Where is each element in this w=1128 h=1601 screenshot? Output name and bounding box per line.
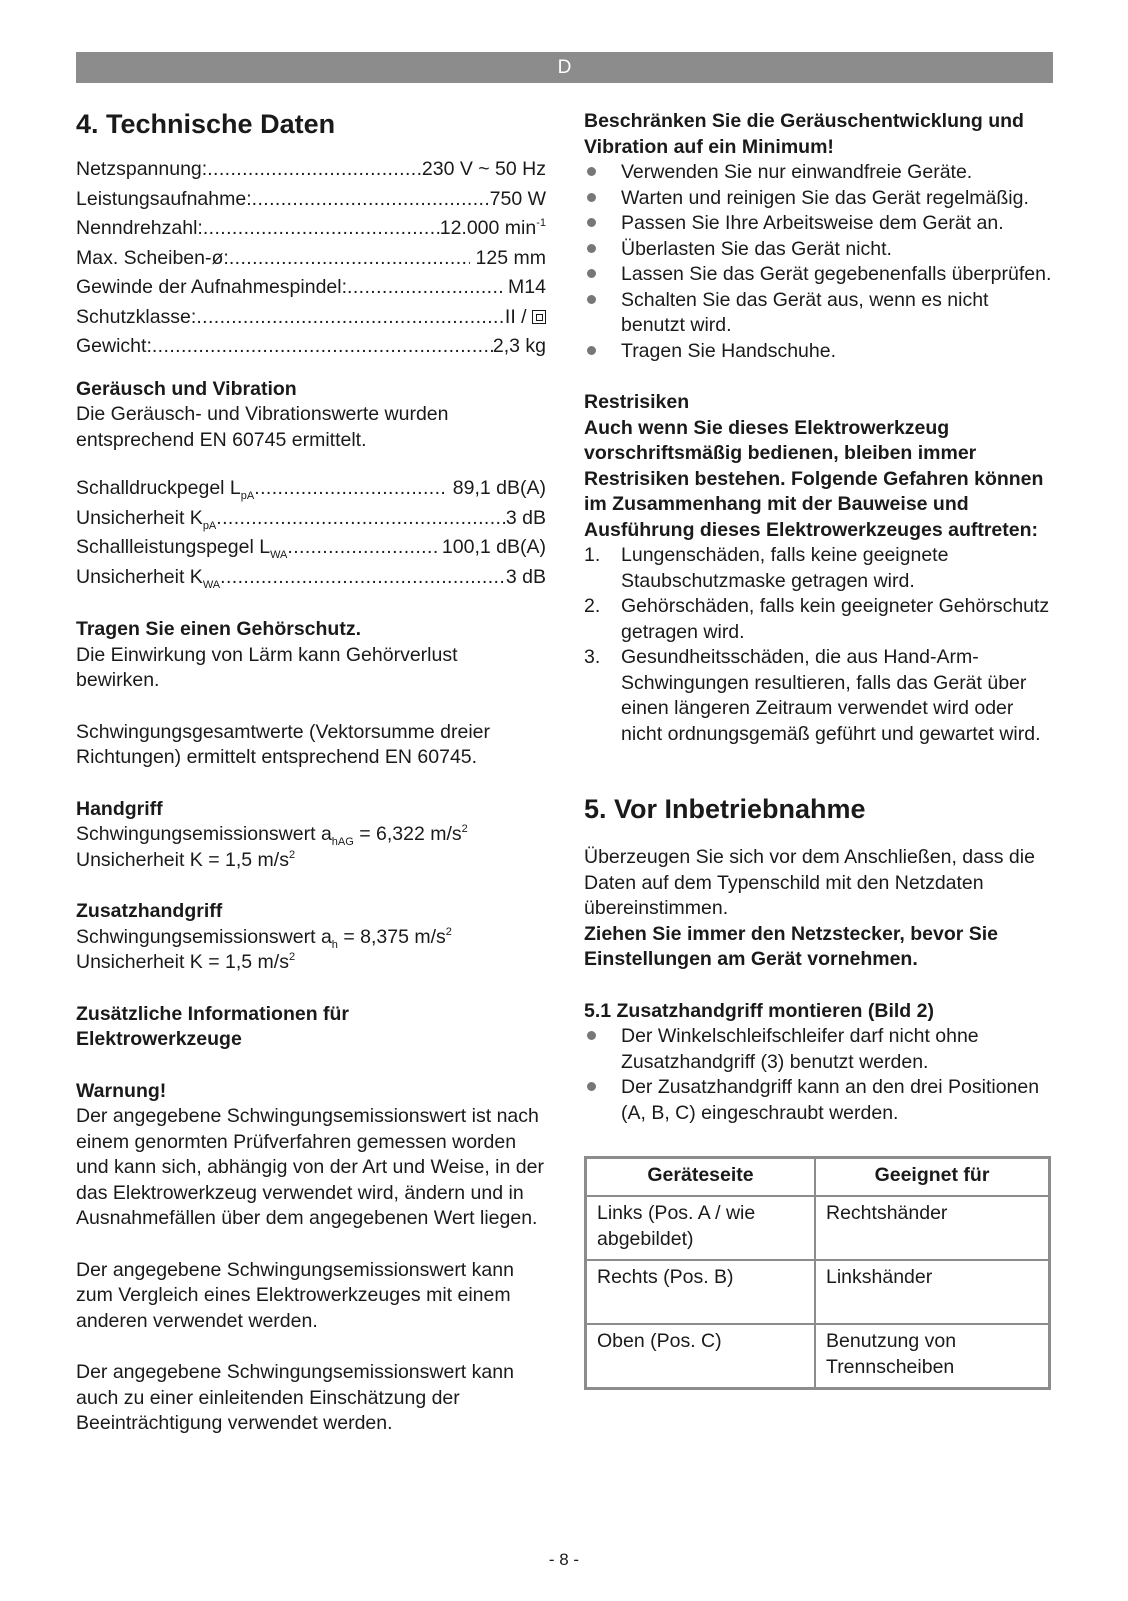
hearing-protection-text: Die Einwirkung von Lärm kann Gehörverlust bewirken. bbox=[76, 643, 458, 691]
list-item: Schalten Sie das Gerät aus, wenn es nicht benutzt wird. bbox=[584, 288, 1054, 339]
noise-row: Schalldruckpegel $L_{pA}$ ..... 89,1 dB(A) bbox=[76, 476, 546, 506]
spec-row: Max. Scheiben-ø: ..... 125 mm bbox=[76, 246, 546, 276]
zusatzhandgriff-emission: Schwingungsemissionswert $a_h = 8,375$ $m/s^2$ bbox=[76, 925, 452, 951]
noise-values bbox=[76, 476, 546, 594]
section-5-text: Überzeugen Sie sich vor dem Anschließen, dass die Daten auf dem Typenschild mit den Netzdaten übereinstimmen. bbox=[584, 846, 1035, 919]
list-item: Der Winkelschleifschleifer darf nicht ohne Zusatzhandgriff (3) benutzt werden. bbox=[584, 1024, 1054, 1075]
additional-info-heading: Zusätzliche Informationen für Elektrowerkzeuge bbox=[76, 1002, 350, 1050]
language-header-bar bbox=[76, 52, 1053, 83]
bullet-icon bbox=[587, 193, 596, 202]
bullet-icon bbox=[587, 269, 596, 278]
bullet-icon bbox=[587, 346, 596, 355]
table-cell: Oben (Pos. C) bbox=[586, 1324, 816, 1389]
bullet-icon bbox=[587, 295, 596, 304]
vibration-total-text: Schwingungsgesamtwerte (Vektorsumme dreier Richtungen) ermittelt entsprechend EN 60745. bbox=[76, 720, 491, 768]
bullet-icon bbox=[587, 218, 596, 227]
list-item: 1. Lungenschäden, falls keine geeignete Staubschutzmaske getragen wird. bbox=[584, 544, 949, 592]
comparison-text: Der angegebene Schwingungsemissionswert kann zum Vergleich eines Elektrowerkzeuges mit einem anderen verwendet werden. bbox=[76, 1258, 514, 1332]
protection-class-ii-icon bbox=[532, 310, 546, 324]
handgriff-heading: Handgriff bbox=[76, 797, 163, 820]
residual-risks-intro: Auch wenn Sie dieses Elektrowerkzeug vorschriftsmäßig bedienen, bleiben immer Restrisiken bestehen. Folgende Gefahren können im Zusammenhang mit der Bauweise und Ausführung dieses Elektrowerkzeuges auftreten: bbox=[584, 416, 1044, 541]
bullet-icon bbox=[587, 244, 596, 253]
subsection-5-1-heading: 5.1 Zusatzhandgriff montieren (Bild 2) bbox=[584, 999, 934, 1022]
bullet-icon bbox=[587, 167, 596, 176]
warning-heading: Warnung! bbox=[76, 1079, 167, 1102]
section-5-warning: Ziehen Sie immer den Netzstecker, bevor Sie Einstellungen am Gerät vornehmen. bbox=[584, 922, 999, 970]
list-item: Passen Sie Ihre Arbeitsweise dem Gerät an. bbox=[584, 211, 1054, 237]
table-cell: Linkshänder bbox=[815, 1260, 1050, 1324]
limit-noise-heading: Beschränken Sie die Geräuschentwicklung und Vibration auf ein Minimum! bbox=[584, 110, 1024, 158]
table-row bbox=[586, 1324, 1050, 1389]
residual-risks-list bbox=[584, 543, 1054, 747]
left-column bbox=[76, 106, 546, 1437]
noise-row: Schallleistungspegel $L_{WA}$ ..... 100,1 dB(A) bbox=[76, 535, 546, 565]
language-letter: D bbox=[557, 57, 572, 78]
noise-text: Die Geräusch- und Vibrationswerte wurden entsprechend EN 60745 ermittelt. bbox=[76, 403, 449, 451]
hearing-protection-heading: Tragen Sie einen Gehörschutz. bbox=[76, 618, 361, 640]
list-item: Überlasten Sie das Gerät nicht. bbox=[584, 237, 1054, 263]
table-header: Geeignet für bbox=[815, 1158, 1050, 1197]
noise-row: Unsicherheit $K_{pA}$ ..... 3 dB bbox=[76, 506, 546, 536]
spec-row: Netzspannung: ..... 230 V ~ 50 Hz bbox=[76, 157, 546, 187]
table-cell: Benutzung von Trennscheiben bbox=[815, 1324, 1050, 1389]
table-row bbox=[586, 1196, 1050, 1260]
table-row bbox=[586, 1260, 1050, 1324]
table-cell: Links (Pos. A / wie abgebildet) bbox=[586, 1196, 816, 1260]
right-column bbox=[584, 109, 1054, 1390]
residual-risks-heading: Restrisiken bbox=[584, 391, 690, 413]
subsection-5-1-list bbox=[584, 1024, 1054, 1126]
noise-row: Unsicherheit $K_{WA}$ ..... 3 dB bbox=[76, 565, 546, 595]
warning-text: Der angegebene Schwingungsemissionswert ist nach einem genormten Prüfverfahren gemessen worden und kann sich, abhängig von der Art und Weise, in der das Elektrowerkzeug verwendet wird, ändern und in Ausnahmefällen über dem angegebenen Wert liegen. bbox=[76, 1105, 544, 1229]
spec-row: Nenndrehzahl: ..... 12.000 $\min^{-1}$ bbox=[76, 216, 546, 246]
spec-row: Gewicht: ..... 2,3 kg bbox=[76, 334, 546, 364]
list-item: Tragen Sie Handschuhe. bbox=[584, 339, 1054, 365]
noise-heading: Geräusch und Vibration bbox=[76, 377, 297, 400]
table-header: Geräteseite bbox=[586, 1158, 816, 1197]
table-header-row bbox=[586, 1158, 1050, 1197]
handgriff-emission: Schwingungsemissionswert $a_{hAG} = 6,322$ $m/s^2$ bbox=[76, 823, 468, 848]
list-item: Warten und reinigen Sie das Gerät regelmäßig. bbox=[584, 186, 1054, 212]
page-number: - 8 - bbox=[548, 1550, 580, 1569]
list-item: 3. Gesundheitsschäden, die aus Hand-Arm-Schwingungen resultieren, falls das Gerät über einen längeren Zeitraum verwendet wird oder nicht ordnungsgemäß geführt und gewartet wird. bbox=[584, 646, 1041, 745]
table-cell: Rechts (Pos. B) bbox=[586, 1260, 816, 1324]
list-item: Verwenden Sie nur einwandfreie Geräte. bbox=[584, 160, 1054, 186]
list-item: 2. Gehörschäden, falls kein geeigneter Gehörschutz getragen wird. bbox=[584, 595, 1050, 643]
zusatzhandgriff-heading: Zusatzhandgriff bbox=[76, 900, 223, 922]
list-item: Der Zusatzhandgriff kann an den drei Positionen (A, B, C) eingeschraubt werden. bbox=[584, 1075, 1054, 1126]
bullet-icon bbox=[587, 1082, 596, 1091]
spec-row: Schutzklasse: ..... II / bbox=[76, 305, 546, 335]
spec-row: Gewinde der Aufnahmespindel: ..... M14 bbox=[76, 275, 546, 305]
zusatzhandgriff-uncertainty: Unsicherheit K = 1,5 $m/s^2$ bbox=[76, 951, 296, 973]
section-5-title: 5. Vor Inbetriebnahme bbox=[584, 794, 866, 824]
list-item: Lassen Sie das Gerät gegebenenfalls überprüfen. bbox=[584, 262, 1054, 288]
limit-noise-list bbox=[584, 160, 1054, 364]
spec-row: Leistungsaufnahme: ..... 750 W bbox=[76, 187, 546, 217]
handgriff-uncertainty: Unsicherheit K = 1,5 $m/s^2$ bbox=[76, 848, 296, 871]
handle-position-table bbox=[584, 1156, 1051, 1390]
bullet-icon bbox=[587, 1031, 596, 1040]
section-4-title: 4. Technische Daten bbox=[76, 109, 336, 139]
spec-list bbox=[76, 157, 546, 364]
assessment-text: Der angegebene Schwingungsemissionswert kann auch zu einer einleitenden Einschätzung der Beeinträchtigung verwendet werden. bbox=[76, 1361, 514, 1434]
table-cell: Rechtshänder bbox=[815, 1196, 1050, 1260]
